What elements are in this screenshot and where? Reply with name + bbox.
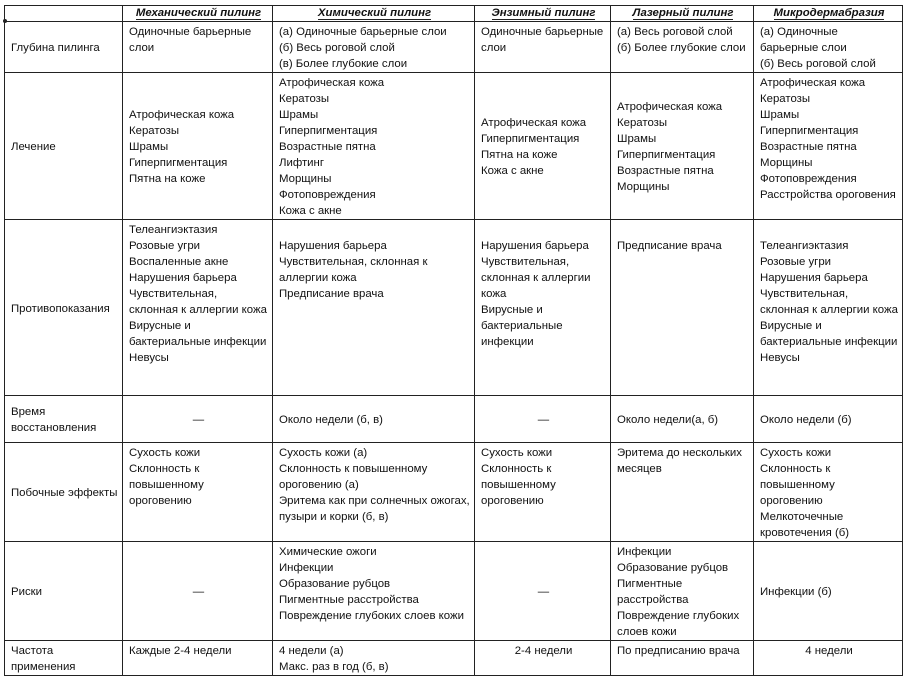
table-cell: —	[475, 396, 611, 443]
table-cell: (а) Одиночные барьерные слои (б) Весь роговой слой	[754, 22, 903, 73]
table-cell: Около недели (б, в)	[273, 396, 475, 443]
table-cell: (а) Весь роговой слой (б) Более глубокие слои	[611, 22, 754, 73]
table-row	[5, 641, 903, 676]
table-cell: Эритема до нескольких месяцев	[611, 443, 754, 542]
row-label: Противопоказания	[5, 220, 123, 396]
table-cell: Атрофическая кожа Кератозы Шрамы Гиперпигментация Пятна на коже	[123, 73, 273, 220]
header-row	[5, 6, 903, 22]
table-row	[5, 396, 903, 443]
peeling-comparison-table	[4, 5, 903, 676]
table-cell: —	[475, 542, 611, 641]
table-cell: Атрофическая кожа Кератозы Шрамы Гиперпигментация Возрастные пятна Морщины	[611, 73, 754, 220]
table-cell: Каждые 2-4 недели	[123, 641, 273, 676]
row-label: Время восстановления	[5, 396, 123, 443]
table-cell: Атрофическая кожа Кератозы Шрамы Гиперпигментация Возрастные пятна Морщины Фотоповреждения Расстройства ороговения	[754, 73, 903, 220]
table-row	[5, 220, 903, 396]
table-row	[5, 22, 903, 73]
header-chemical: Химический пилинг	[273, 6, 475, 22]
table-cell: 4 недели (а) Макс. раз в год (б, в)	[273, 641, 475, 676]
table-cell: Химические ожоги Инфекции Образование рубцов Пигментные расстройства Повреждение глубоких слоев кожи	[273, 542, 475, 641]
header-enzymatic: Энзимный пилинг	[475, 6, 611, 22]
comparison-table-wrapper	[4, 5, 903, 676]
row-label: Лечение	[5, 73, 123, 220]
table-cell: (а) Одиночные барьерные слои (б) Весь роговой слой (в) Более глубокие слои	[273, 22, 475, 73]
table-cell: Нарушения барьера Чувствительная, склонная к аллергии кожа Предписание врача	[273, 220, 475, 396]
row-label: Глубина пилинга	[5, 22, 123, 73]
table-row	[5, 542, 903, 641]
table-cell: Около недели (б)	[754, 396, 903, 443]
table-cell: —	[123, 542, 273, 641]
table-cell: Сухость кожи Склонность к повышенному ороговению Мелкоточечные кровотечения (б)	[754, 443, 903, 542]
header-microdermabrasion: Микродермабразия	[754, 6, 903, 22]
row-label: Риски	[5, 542, 123, 641]
table-cell: Телеангиэктазия Розовые угри Нарушения барьера Чувствительная, склонная к аллергии кожа Вирусные и бактериальные инфекции Невусы	[754, 220, 903, 396]
table-cell: Предписание врача	[611, 220, 754, 396]
header-laser: Лазерный пилинг	[611, 6, 754, 22]
row-label: Побочные эффекты	[5, 443, 123, 542]
table-cell: Атрофическая кожа Гиперпигментация Пятна на коже Кожа с акне	[475, 73, 611, 220]
table-cell: Одиночные барьерные слои	[475, 22, 611, 73]
table-cell: 2-4 недели	[475, 641, 611, 676]
table-cell: Около недели(а, б)	[611, 396, 754, 443]
table-row	[5, 73, 903, 220]
table-cell: Нарушения барьера Чувствительная, склонная к аллергии кожа Вирусные и бактериальные инфекции	[475, 220, 611, 396]
table-cell: Инфекции Образование рубцов Пигментные расстройства Повреждение глубоких слоев кожи	[611, 542, 754, 641]
table-cell: 4 недели	[754, 641, 903, 676]
header-corner	[5, 6, 123, 22]
header-mechanical: Механический пилинг	[123, 6, 273, 22]
table-cell: —	[123, 396, 273, 443]
row-label: Частота применения	[5, 641, 123, 676]
table-cell: Телеангиэктазия Розовые угри Воспаленные акне Нарушения барьера Чувствительная, склонная к аллергии кожа Вирусные и бактериальные инфекции Невусы	[123, 220, 273, 396]
table-row	[5, 443, 903, 542]
table-cell: Инфекции (б)	[754, 542, 903, 641]
table-cell: Атрофическая кожа Кератозы Шрамы Гиперпигментация Возрастные пятна Лифтинг Морщины Фотоповреждения Кожа с акне	[273, 73, 475, 220]
table-cell: Сухость кожи Склонность к повышенному ороговению	[475, 443, 611, 542]
table-cell: Сухость кожи Склонность к повышенному ороговению	[123, 443, 273, 542]
table-cell: Сухость кожи (а) Склонность к повышенному ороговению (а) Эритема как при солнечных ожогах, пузыри и корки (б, в)	[273, 443, 475, 542]
table-cell: По предписанию врача	[611, 641, 754, 676]
table-cell: Одиночные барьерные слои	[123, 22, 273, 73]
